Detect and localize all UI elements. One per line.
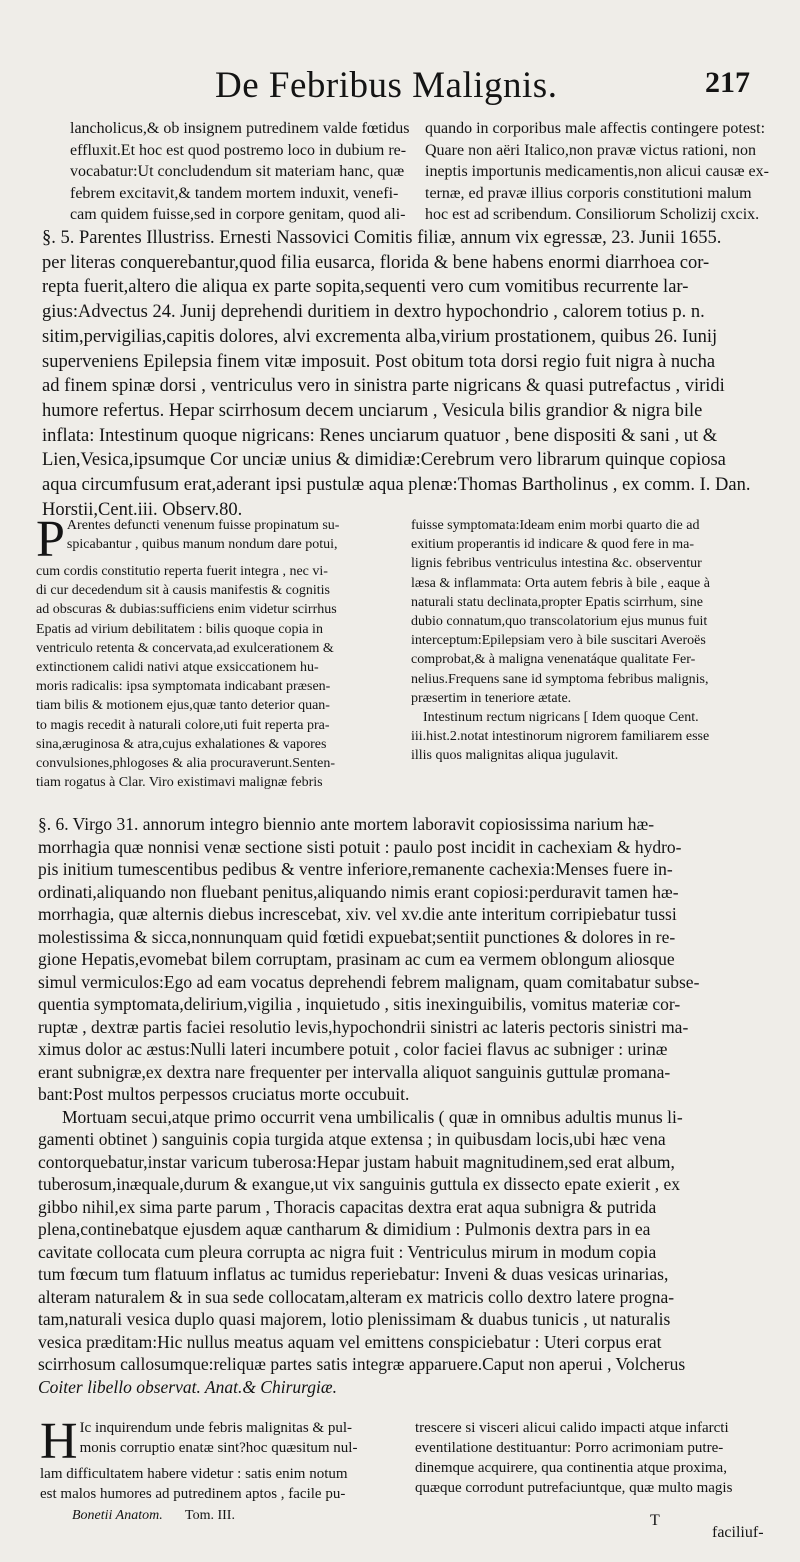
text-line: Coiter libello observat. Anat.& Chirurgiæ. [38, 1376, 337, 1397]
text-line: §. 5. Parentes Illustriss. Ernesti Nassovici Comitis filiæ, annum vix egressæ, 23. Junii 1655. [42, 228, 722, 248]
text-line: dubio connatum,quo transcolatorium ejus munus fuit [411, 614, 708, 630]
text-line: inflata: Intestinum quoque nigricans: Renes unciarum quatuor , bene dispositi & sani , ut & [42, 425, 718, 446]
text-line: ordinati,aliquando non fluebant penitus,aliquando nimis erant copiosi:perduravit tamen hæ- [38, 881, 679, 902]
text-line: iii.hist.2.notat intestinorum nigrorem familiarem esse [411, 729, 710, 745]
text-line: §. 6. Virgo 31. annorum integro biennio ante mortem laboravit copiosissima narium hæ- [38, 814, 655, 834]
text-line: monis corruptio enatæ sint?hoc quæsitum nul- [79, 1440, 358, 1456]
text-line: effluxit.Et hoc est quod postremo loco in dubium re- [70, 141, 407, 159]
top-columns [70, 118, 770, 228]
text-line: humore refertus. Hepar scirrhosum decem unciarum , Vesicula bilis grandior & nigra bile [42, 400, 703, 421]
text-line: quæque corrodunt putrefaciuntque, quæ multo magis [415, 1480, 733, 1496]
text-line: ximus dolor ac æstus:Nulli lateri incumbere potuit , color faciei flavus ac subniger : urinæ [38, 1039, 668, 1059]
text-line: sina,æruginosa & atra,cujus exhalationes & vapores [36, 736, 327, 752]
text-line: quando in corporibus male affectis contingere potest: [425, 120, 766, 137]
drop-cap: H [40, 1418, 78, 1470]
text-line: naturali statu declinata,propter Epatis scirrhum, sine [411, 594, 703, 610]
text-line: bant:Post multos perpessos cruciatus morte occubuit. [38, 1084, 410, 1104]
text-line: per literas conquerebantur,quod filia eusarca, florida & bene habens enormi diarrhoea cor- [42, 252, 710, 273]
text-line: dinemque acquirere, qua continentia atque proxima, [415, 1460, 727, 1476]
text-line: Arentes defuncti venenum fuisse propinatum su- [66, 518, 340, 533]
text-line: Intestinum rectum nigricans [ Idem quoque Cent. [423, 710, 699, 726]
text-line: cum cordis constitutio reperta fuerit integra , nec vi- [36, 564, 328, 579]
catchword: faciliuf- [712, 1524, 764, 1541]
section-5 [42, 226, 782, 526]
text-line: ruptæ , dextræ partis faciei resolutio levis,hypochondrii sinistri ac lateris pectoris sinistri ma- [38, 1016, 689, 1037]
gathering-mark: T [650, 1512, 660, 1529]
commentary-2 [40, 1418, 780, 1506]
text-line: fuisse symptomata:Ideam enim morbi quarto die ad [411, 518, 700, 533]
text-line: lancholicus,& ob insignem putredinem valde fœtidus [70, 120, 410, 137]
text-line: eventilatione destituantur: Porro acrimoniam putre- [415, 1440, 724, 1456]
text-line: illis quos malignitas aliqua jugulavit. [411, 748, 619, 764]
text-line: læsa & inflammata: Orta autem febris à bile , eaque à [411, 575, 710, 591]
text-line: to magis recedit à naturali colore,uti fuit reperta pra- [36, 717, 330, 733]
text-line: sitim,pervigilias,capitis dolores, alvi excrementa alba,virium prostationem, quibus 26. Iunij [42, 326, 718, 347]
text-line: tuberosum,inæquale,durum & exangue,ut vix sanguinis guttula ex dissecto epate exierit , ex [38, 1174, 681, 1194]
section-6 [38, 813, 780, 1413]
text-line: Lien,Vesica,ipsumque Cor unciæ unius & dimidiæ:Cerebrum vero librarum quinque copiosa [42, 450, 726, 471]
text-line: tiam rogatus à Clar. Viro existimavi malignæ febris [36, 775, 323, 791]
text-line: Horstii,Cent.iii. Observ.80. [42, 499, 243, 520]
text-line: hoc est ad scribendum. Consiliorum Scholizij cxcix. [425, 206, 760, 224]
text-line: lam difficultatem habere videtur : satis enim notum [40, 1466, 348, 1482]
text-line: pis initium tumescentibus pedibus & ventre inferiore,remanente cachexia:Menses fuere in- [38, 859, 673, 879]
text-line: Ic inquirendum unde febris malignitas & pul- [79, 1420, 353, 1436]
text-line: lignis febribus ventriculus intestina &c. observentur [411, 556, 702, 572]
commentary-2-right [415, 1418, 780, 1506]
text-line: cavitate collocata cum pleura corrupta ac nigra fuit : Ventriculus mirum in modum copia [38, 1241, 657, 1262]
signature-line: Bonetii Anatom. [72, 1508, 163, 1523]
top-column-right [425, 118, 770, 228]
text-line: vesica præditam:Hic nullus meatus aquam vel emittens conspiciebatur : Uteri corpus erat [38, 1331, 662, 1352]
text-line: molestissima & sicca,nonnunquam quid fœtidi expuebat;sentiit punctiones & dolores in re- [38, 926, 676, 947]
text-line: quentia symptomata,delirium,vigilia , inquietudo , sitis inexinguibilis, vomitus materiæ cor- [38, 994, 681, 1014]
text-line: ad obscuras & dubias:sufficiens enim videtur scirrhus [36, 602, 337, 618]
text-line: extinctionem calidi nativi atque exsiccationem hu- [36, 660, 319, 676]
text-line: morrhagia quæ nonnisi venæ sectione sisti potuit : paulo post incidit in cachexiam & hydro- [38, 836, 682, 857]
text-line: superveniens Epilepsia finem vitæ imposuit. Post obitum tota dorsi regio fuit nigra à nucha [42, 351, 716, 372]
page-title: De Febribus Malignis. [215, 65, 558, 106]
text-line: gius:Advectus 24. Junij deprehendi duritiem in dextro hypochondrio , calorem totius p. n. [42, 302, 705, 323]
commentary-1-left [36, 516, 401, 794]
text-line: spicabantur , quibus manum nondum dare potui, [66, 537, 338, 553]
text-line: moris radicalis: ipsa symptomata indicabant præsen- [36, 679, 331, 695]
text-line: ineptis importunis medicamentis,non alicui causæ ex- [425, 163, 769, 181]
text-line: scirrhosum callosumque:reliquæ partes satis integræ apparuere.Caput non aperui , Volcherus [38, 1354, 686, 1374]
text-line: febrem excitavit,& tandem mortem induxit, venefi- [70, 184, 399, 202]
text-line: cam quidem fuisse,sed in corpore genitam, quod ali- [70, 206, 406, 224]
text-line: interceptum:Epilepsiam vero à bile suscitari Averoës [411, 633, 706, 649]
text-line: ternæ, ed pravæ illius corporis constitutioni malum [425, 184, 752, 202]
text-line: aqua circumfusum erat,aderant ipsi pustulæ aqua plenæ:Thomas Bartholinus , ex comm. I. Dan. [42, 475, 751, 496]
text-line: vocabatur:Ut concludendum sit materiam hanc, quæ [70, 163, 405, 181]
text-line: simul vermiculos:Ego ad eam vocatus deprehendi febrem malignam, quam comitabatur subse- [38, 971, 700, 992]
commentary-1-right [411, 516, 776, 794]
commentary-2-left [40, 1418, 405, 1506]
text-line: est malos humores ad putredinem aptos , facile pu- [40, 1486, 346, 1502]
text-line: comprobat,& à maligna venenatáque qualitate Fer- [411, 652, 696, 668]
text-line: tam,naturali vesica duplo quasi majorem, lotio plenissimam & duabus tunicis , ut naturalis [38, 1309, 671, 1329]
text-line: repta fuerit,altero die aliqua ex parte sopita,sequenti vero cum vomitibus recurrente lar- [42, 277, 689, 298]
text-line: convulsiones,phlogoses & alia procuraverunt.Senten- [36, 756, 335, 772]
text-line: morrhagia, quæ alternis diebus increscebat, xiv. vel xv.die ante interitum corripiebatur tussi [38, 904, 677, 924]
text-line: ventriculo retenta & concervata,ad exulcerationem & [36, 640, 334, 656]
text-line: erant subnigræ,ex dextra nare frequenter per intervalla aliquot sanguinis guttulæ promana- [38, 1061, 671, 1082]
drop-cap: P [36, 516, 65, 568]
text-line: gione Hepatis,evomebat bilem corruptam, prasinam ac cum ea vermem oblongum aliosque [38, 949, 675, 969]
text-line: præsertim in teneriore ætate. [411, 690, 572, 706]
text-line: tum fœcum tum flatuum inflatus ac tumidus reperiebatur: Inveni & duas vesicas urinarias, [38, 1264, 669, 1284]
text-line: contorquebatur,instar varicum tuberosa:Hepar justam habuit magnitudinem,sed erat album, [38, 1151, 675, 1172]
text-line: nelius.Frequens sane id symptoma febribus malignis, [411, 671, 709, 687]
text-line: alteram naturalem & in sua sede collocatam,alteram ex matricis collo dextro latere progna- [38, 1286, 675, 1307]
commentary-1 [36, 516, 776, 794]
text-line: exitium properantis id indicare & quod fere in ma- [411, 537, 695, 553]
text-line: plena,continebatque ejusdem aquæ cantharum & dimidium : Pulmonis dextra pars in ea [38, 1219, 651, 1239]
text-line: Mortuam secui,atque primo occurrit vena umbilicalis ( quæ in omnibus adultis munus li- [62, 1106, 683, 1127]
page-footer [0, 1508, 800, 1548]
text-line: gibbo nihil,ex sima parte parum , Thoracis capacitas dextra erat aqua subnigra & putrida [38, 1196, 657, 1217]
page-number: 217 [705, 66, 750, 99]
text-line: trescere si visceri alicui calido impacti atque infarcti [415, 1420, 729, 1436]
running-header [0, 64, 800, 114]
text-line: Quare non aëri Italico,non pravæ victus rationi, non [425, 141, 757, 159]
text-line: ad finem spinæ dorsi , ventriculus vero in sinistra parte nigricans & quasi putrefactus , viridi [42, 376, 725, 397]
text-line: tiam bilis & motionem ejus,quæ tanto deterior quan- [36, 698, 330, 714]
text-line: Epatis ad virium debilitatem : bilis quoque copia in [36, 621, 323, 637]
text-line: di cur decedendum sit à causis manifestis & cognitis [36, 583, 330, 599]
top-column-left [70, 118, 415, 228]
text-line: gamenti obtinet ) sanguinis copia turgida atque extensa ; in quibusdam locis,ubi hæc vena [38, 1129, 666, 1149]
volume-label: Tom. III. [185, 1508, 235, 1523]
